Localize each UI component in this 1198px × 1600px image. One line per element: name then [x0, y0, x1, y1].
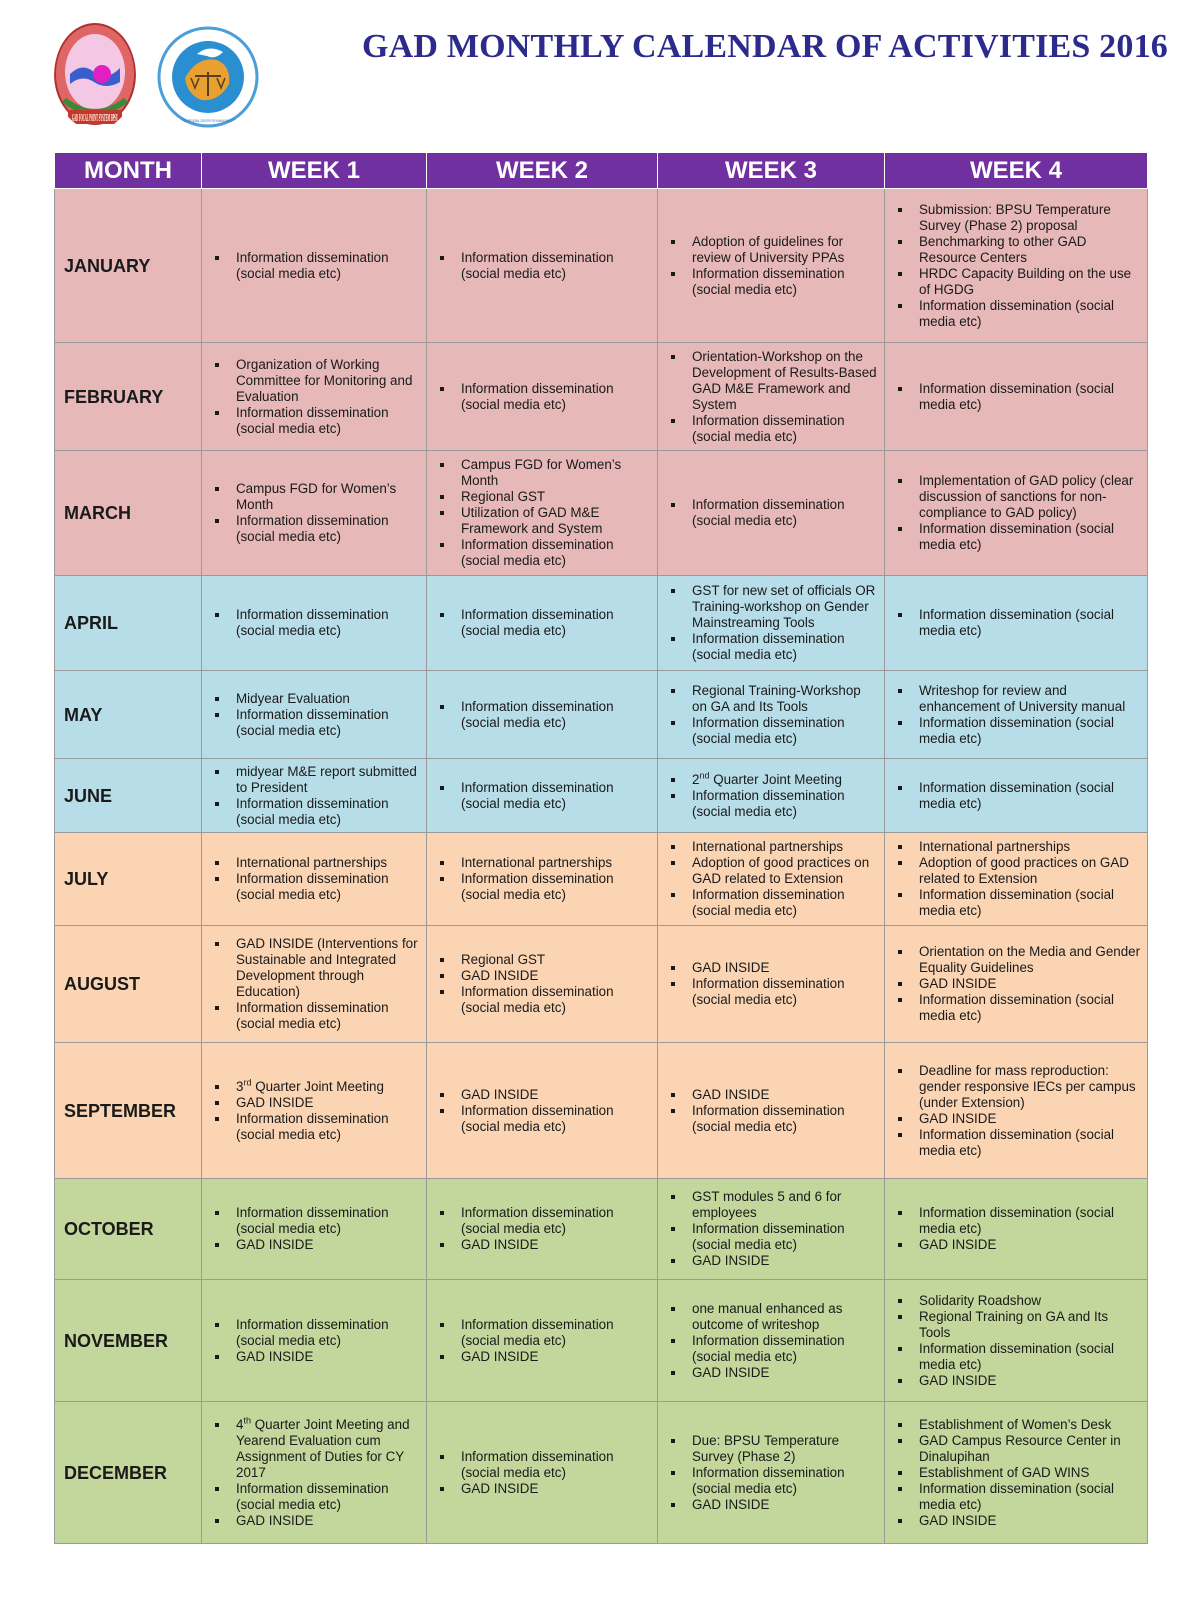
activity-item: Information dissemination (social media etc): [692, 715, 878, 747]
activity-item: GAD INSIDE: [236, 1349, 420, 1365]
activity-item: Establishment of Women’s Desk: [919, 1417, 1141, 1433]
activity-list: [210, 357, 420, 437]
activity-list: [666, 234, 878, 298]
activity-item: Deadline for mass reproduction: gender responsive IECs per campus (under Extension): [919, 1063, 1141, 1111]
activity-item: Utilization of GAD M&E Framework and System: [461, 505, 651, 537]
activity-item: GAD Campus Resource Center in Dinalupihan: [919, 1433, 1141, 1465]
activity-item: International partnerships: [919, 839, 1141, 855]
week-1-cell: [202, 759, 427, 833]
month-cell: DECEMBER: [55, 1402, 202, 1544]
activity-list: [666, 960, 878, 1008]
activity-item: Information dissemination (social media etc): [919, 992, 1141, 1024]
activity-item: GAD INSIDE: [692, 1087, 878, 1103]
col-header-month: MONTH: [55, 153, 202, 189]
week-3-cell: [658, 671, 885, 759]
table-row: [55, 833, 1148, 926]
activity-list: [893, 1205, 1141, 1253]
activity-item: GST for new set of officials OR Training-workshop on Gender Mainstreaming Tools: [692, 583, 878, 631]
week-1-cell: [202, 451, 427, 576]
week-3-cell: [658, 1402, 885, 1544]
col-header-week-2: WEEK 2: [427, 153, 658, 189]
week-4-cell: [885, 1280, 1148, 1402]
activity-item: Midyear Evaluation: [236, 691, 420, 707]
activity-item: GAD INSIDE: [236, 1095, 420, 1111]
activity-item: GAD INSIDE: [461, 1237, 651, 1253]
week-3-cell: [658, 1043, 885, 1179]
activity-item: Regional Training on GA and Its Tools: [919, 1309, 1141, 1341]
activity-list: [435, 250, 651, 282]
activity-item: GAD INSIDE: [919, 1237, 1141, 1253]
activity-item: Information dissemination (social media etc): [919, 887, 1141, 919]
central-luzon-center-logo: [157, 26, 259, 128]
activity-item: Submission: BPSU Temperature Survey (Phase 2) proposal: [919, 202, 1141, 234]
activity-item: 2nd Quarter Joint Meeting: [692, 772, 878, 788]
table-row: [55, 926, 1148, 1043]
activity-item: Information dissemination (social media etc): [461, 381, 651, 413]
activity-item: Information dissemination (social media etc): [461, 607, 651, 639]
week-1-cell: [202, 671, 427, 759]
week-2-cell: [427, 926, 658, 1043]
activity-item: Information dissemination (social media etc): [236, 1000, 420, 1032]
activity-item: Information dissemination (social media etc): [692, 788, 878, 820]
activity-item: GAD INSIDE: [461, 1481, 651, 1497]
activity-item: Information dissemination (social media etc): [236, 1481, 420, 1513]
activity-item: Information dissemination (social media etc): [236, 871, 420, 903]
activity-list: [435, 1205, 651, 1253]
month-cell: JANUARY: [55, 189, 202, 343]
activity-list: [435, 952, 651, 1016]
activity-item: 4th Quarter Joint Meeting and Yearend Evaluation cum Assignment of Duties for CY 2017: [236, 1417, 420, 1481]
activity-list: [210, 1079, 420, 1143]
activity-item: Information dissemination (social media etc): [919, 298, 1141, 330]
activity-item: Adoption of good practices on GAD related to Extension: [692, 855, 878, 887]
week-4-cell: [885, 1043, 1148, 1179]
month-cell: MAY: [55, 671, 202, 759]
calendar-body: [55, 189, 1148, 1544]
activity-item: Information dissemination (social media etc): [236, 250, 420, 282]
activity-item: Regional Training-Workshop on GA and Its Tools: [692, 683, 878, 715]
activity-item: Information dissemination (social media etc): [236, 796, 420, 828]
activity-list: [435, 855, 651, 903]
table-row: [55, 1043, 1148, 1179]
table-row: [55, 759, 1148, 833]
activity-item: Information dissemination (social media etc): [692, 976, 878, 1008]
table-header-row: [55, 153, 1148, 189]
month-cell: APRIL: [55, 576, 202, 671]
activity-list: [435, 381, 651, 413]
activity-item: Orientation on the Media and Gender Equality Guidelines: [919, 944, 1141, 975]
activity-list: [435, 780, 651, 812]
activity-item: Regional GST: [461, 952, 651, 968]
activity-item: Information dissemination (social media etc): [461, 871, 651, 903]
activity-item: GAD INSIDE: [692, 960, 878, 976]
week-1-cell: [202, 833, 427, 926]
activity-list: [210, 250, 420, 282]
activity-item: Information dissemination (social media etc): [919, 715, 1141, 747]
activity-item: Information dissemination (social media etc): [461, 699, 651, 731]
week-3-cell: [658, 343, 885, 451]
activity-list: [210, 481, 420, 545]
activity-item: Establishment of GAD WINS: [919, 1465, 1141, 1481]
activity-item: Adoption of good practices on GAD related to Extension: [919, 855, 1141, 887]
activity-item: GAD INSIDE: [461, 1087, 651, 1103]
activity-item: GAD INSIDE: [919, 1373, 1141, 1389]
activity-item: Information dissemination (social media etc): [236, 405, 420, 437]
activity-item: Information dissemination (social media etc): [919, 1127, 1141, 1159]
week-3-cell: [658, 759, 885, 833]
week-1-cell: [202, 343, 427, 451]
col-header-week-1: WEEK 1: [202, 153, 427, 189]
week-2-cell: [427, 189, 658, 343]
activity-list: [435, 1449, 651, 1497]
activity-item: Information dissemination (social media etc): [692, 1465, 878, 1497]
week-4-cell: [885, 671, 1148, 759]
activity-list: [666, 1087, 878, 1135]
activity-item: Information dissemination (social media etc): [236, 1111, 420, 1143]
activity-item: Information dissemination (social media etc): [461, 1317, 651, 1349]
activity-list: [210, 764, 420, 828]
month-cell: JUNE: [55, 759, 202, 833]
page-title: GAD MONTHLY CALENDAR OF ACTIVITIES 2016: [362, 28, 1168, 65]
activity-item: Orientation-Workshop on the Development of Results-Based GAD M&E Framework and System: [692, 348, 877, 412]
activity-item: Regional GST: [461, 489, 651, 505]
activity-item: GAD INSIDE (Interventions for Sustainable and Integrated Development through Education): [236, 936, 420, 1000]
table-row: [55, 576, 1148, 671]
week-3-cell: [658, 833, 885, 926]
activity-item: Information dissemination (social media etc): [919, 780, 1141, 812]
week-4-cell: [885, 926, 1148, 1043]
week-3-cell: [658, 1179, 885, 1280]
week-1-cell: [202, 1043, 427, 1179]
week-4-cell: [885, 1402, 1148, 1544]
activity-item: Benchmarking to other GAD Resource Centers: [919, 234, 1141, 266]
week-3-cell: [658, 926, 885, 1043]
activity-item: Information dissemination (social media etc): [919, 607, 1141, 639]
week-4-cell: [885, 576, 1148, 671]
activity-item: Adoption of guidelines for review of University PPAs: [692, 234, 878, 266]
week-2-cell: [427, 1402, 658, 1544]
activity-item: HRDC Capacity Building on the use of HGDG: [919, 266, 1141, 298]
activity-item: Information dissemination (social media etc): [692, 887, 878, 919]
activity-list: [893, 1063, 1141, 1159]
activity-list: [666, 497, 878, 529]
col-header-week-3: WEEK 3: [658, 153, 885, 189]
activity-item: Information dissemination (social media etc): [919, 521, 1141, 553]
week-1-cell: [202, 926, 427, 1043]
week-2-cell: [427, 576, 658, 671]
activity-item: GAD INSIDE: [919, 1513, 1141, 1529]
activities-calendar-table: [54, 152, 1148, 1544]
activity-item: GAD INSIDE: [692, 1253, 878, 1269]
activity-item: Information dissemination (social media etc): [692, 266, 878, 298]
month-cell: NOVEMBER: [55, 1280, 202, 1402]
activity-list: [893, 202, 1141, 330]
activity-list: [893, 607, 1141, 639]
activity-item: one manual enhanced as outcome of writeshop: [692, 1301, 878, 1333]
week-2-cell: [427, 1179, 658, 1280]
activity-item: Information dissemination (social media etc): [692, 1103, 878, 1135]
activity-item: Information dissemination (social media etc): [919, 1341, 1141, 1373]
activity-list: [893, 473, 1141, 553]
week-4-cell: [885, 343, 1148, 451]
week-1-cell: [202, 1402, 427, 1544]
activity-item: Campus FGD for Women’s Month: [236, 481, 420, 513]
week-4-cell: [885, 833, 1148, 926]
activity-item: GAD INSIDE: [236, 1237, 420, 1253]
week-3-cell: [658, 1280, 885, 1402]
activity-list: [893, 839, 1141, 919]
activity-list: [666, 772, 878, 820]
month-cell: SEPTEMBER: [55, 1043, 202, 1179]
logo1-ribbon-text: GAD FOCAL POINT SYSTEM BPSU: [72, 113, 118, 124]
activity-item: Information dissemination (social media etc): [692, 1333, 878, 1365]
week-2-cell: [427, 1280, 658, 1402]
activity-list: [435, 607, 651, 639]
activity-list: [893, 780, 1141, 812]
week-1-cell: [202, 189, 427, 343]
activity-item: Information dissemination (social media etc): [461, 1103, 651, 1135]
activity-item: Campus FGD for Women’s Month: [461, 457, 651, 489]
table-row: [55, 451, 1148, 576]
activity-item: Information dissemination (social media etc): [919, 1481, 1141, 1513]
week-4-cell: [885, 189, 1148, 343]
activity-item: Information dissemination (social media etc): [236, 707, 420, 739]
table-row: [55, 1280, 1148, 1402]
activity-list: [435, 699, 651, 731]
activity-list: [435, 1087, 651, 1135]
week-4-cell: [885, 451, 1148, 576]
activity-item: Information dissemination (social media etc): [919, 381, 1141, 413]
activity-item: 3rd Quarter Joint Meeting: [236, 1079, 420, 1095]
week-1-cell: [202, 576, 427, 671]
activity-list: [210, 1205, 420, 1253]
activity-item: Information dissemination (social media etc): [692, 631, 878, 663]
col-header-week-4: WEEK 4: [885, 153, 1148, 189]
week-4-cell: [885, 1179, 1148, 1280]
activity-item: International partnerships: [461, 855, 651, 871]
activity-list: [210, 1417, 420, 1529]
activity-list: [666, 1433, 878, 1513]
activity-list: [666, 349, 878, 445]
activity-item: Information dissemination (social media etc): [236, 513, 420, 545]
activity-list: [666, 1189, 878, 1269]
week-2-cell: [427, 1043, 658, 1179]
activity-item: Implementation of GAD policy (clear discussion of sanctions for non-compliance to GAD policy): [919, 473, 1141, 521]
activity-item: Information dissemination (social media etc): [461, 780, 651, 812]
month-cell: FEBRUARY: [55, 343, 202, 451]
activity-list: [893, 1293, 1141, 1389]
activity-list: [893, 683, 1141, 747]
month-cell: JULY: [55, 833, 202, 926]
activity-item: Due: BPSU Temperature Survey (Phase 2): [692, 1433, 878, 1465]
activity-item: Organization of Working Committee for Monitoring and Evaluation: [236, 357, 420, 405]
week-2-cell: [427, 759, 658, 833]
activity-item: GAD INSIDE: [236, 1513, 420, 1529]
activity-list: [893, 381, 1141, 413]
table-row: [55, 1179, 1148, 1280]
activity-item: Solidarity Roadshow: [919, 1293, 1141, 1309]
table-row: [55, 1402, 1148, 1544]
activity-list: [893, 1417, 1141, 1529]
activity-item: Information dissemination (social media etc): [692, 413, 878, 445]
activity-list: [666, 683, 878, 747]
activity-list: [210, 855, 420, 903]
activity-list: [666, 583, 878, 663]
activity-item: GAD INSIDE: [461, 968, 651, 984]
logo2-ring-text: CENTRAL LUZON REGIONAL CENTER FOR HUMAN RIGHTS EDUCATION: [168, 118, 249, 123]
activity-item: midyear M&E report submitted to President: [236, 764, 420, 796]
month-cell: MARCH: [55, 451, 202, 576]
month-cell: OCTOBER: [55, 1179, 202, 1280]
activity-item: GAD INSIDE: [692, 1497, 878, 1513]
activity-item: Information dissemination (social media etc): [236, 607, 420, 639]
activity-item: Information dissemination (social media etc): [461, 984, 651, 1016]
activity-item: Information dissemination (social media etc): [692, 497, 878, 529]
activity-item: Information dissemination (social media etc): [919, 1205, 1141, 1237]
activity-item: GAD INSIDE: [919, 976, 1141, 992]
activity-list: [210, 607, 420, 639]
week-2-cell: [427, 343, 658, 451]
activity-item: Information dissemination (social media etc): [461, 250, 651, 282]
week-1-cell: [202, 1179, 427, 1280]
activity-list: [210, 936, 420, 1032]
activity-item: International partnerships: [692, 839, 878, 855]
activity-item: Information dissemination (social media etc): [461, 537, 651, 569]
activity-item: GAD INSIDE: [461, 1349, 651, 1365]
activity-item: Information dissemination (social media etc): [236, 1205, 420, 1237]
activity-item: Information dissemination (social media etc): [461, 1449, 651, 1481]
activity-list: [435, 1317, 651, 1365]
week-2-cell: [427, 833, 658, 926]
activity-item: Information dissemination (social media etc): [461, 1205, 651, 1237]
activity-list: [666, 839, 878, 919]
activity-item: Information dissemination (social media etc): [692, 1221, 878, 1253]
table-row: [55, 343, 1148, 451]
week-4-cell: [885, 759, 1148, 833]
activity-list: [210, 1317, 420, 1365]
table-row: [55, 189, 1148, 343]
activity-item: GAD INSIDE: [692, 1365, 878, 1381]
week-3-cell: [658, 189, 885, 343]
week-3-cell: [658, 576, 885, 671]
gad-focal-point-logo: [54, 22, 136, 130]
activity-item: GST modules 5 and 6 for employees: [692, 1189, 878, 1221]
table-row: [55, 671, 1148, 759]
week-3-cell: [658, 451, 885, 576]
activity-item: International partnerships: [236, 855, 420, 871]
week-2-cell: [427, 671, 658, 759]
activity-list: [666, 1301, 878, 1381]
activity-item: Writeshop for review and enhancement of University manual: [919, 683, 1141, 715]
activity-list: [893, 944, 1141, 1024]
month-cell: AUGUST: [55, 926, 202, 1043]
week-1-cell: [202, 1280, 427, 1402]
week-2-cell: [427, 451, 658, 576]
activity-list: [210, 691, 420, 739]
activity-item: GAD INSIDE: [919, 1111, 1141, 1127]
activity-list: [435, 457, 651, 569]
activity-item: Information dissemination (social media etc): [236, 1317, 420, 1349]
